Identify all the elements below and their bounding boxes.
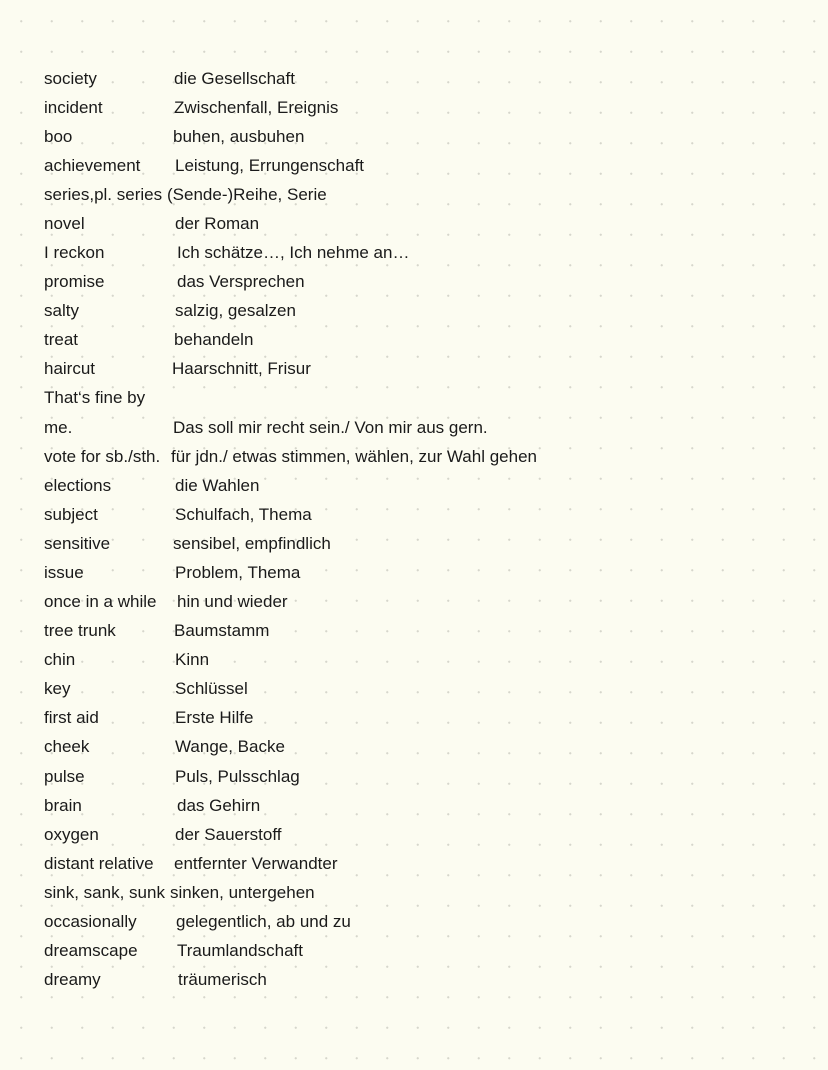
vocab-term: pulse	[44, 767, 85, 786]
vocab-term: first aid	[44, 708, 99, 727]
vocab-translation: Traumlandschaft	[177, 941, 303, 960]
vocab-term: issue	[44, 563, 84, 582]
vocab-term: series,pl. series	[44, 185, 163, 204]
vocab-term: dreamscape	[44, 941, 138, 960]
vocab-translation: die Wahlen	[175, 476, 260, 495]
vocab-term: incident	[44, 98, 103, 117]
vocab-term: occasionally	[44, 912, 137, 931]
vocab-translation: Wange, Backe	[175, 737, 285, 756]
vocab-term: salty	[44, 301, 79, 320]
vocab-translation: Problem, Thema	[175, 563, 301, 582]
vocab-term: vote for sb./sth.	[44, 447, 161, 466]
vocab-translation: Schlüssel	[175, 679, 248, 698]
vocab-term: oxygen	[44, 825, 99, 844]
vocab-translation: behandeln	[174, 330, 254, 349]
vocab-term: achievement	[44, 156, 141, 175]
vocab-term: boo	[44, 127, 73, 146]
vocab-translation: die Gesellschaft	[174, 69, 295, 88]
vocab-term: sensitive	[44, 534, 111, 553]
vocab-translation: Erste Hilfe	[175, 708, 254, 727]
vocab-term: subject	[44, 505, 98, 524]
vocab-translation: sinken, untergehen	[170, 883, 315, 902]
vocab-translation: Leistung, Errungenschaft	[175, 156, 365, 175]
vocab-translation: Ich schätze…, Ich nehme an…	[177, 243, 410, 262]
vocab-translation: Zwischenfall, Ereignis	[174, 98, 339, 117]
vocab-term: cheek	[44, 737, 90, 756]
vocab-term: tree trunk	[44, 621, 116, 640]
vocab-translation: (Sende-)Reihe, Serie	[167, 185, 327, 204]
vocab-term: promise	[44, 272, 105, 291]
vocab-translation: der Sauerstoff	[175, 825, 282, 844]
vocab-term: brain	[44, 796, 82, 815]
vocab-translation: Schulfach, Thema	[175, 505, 312, 524]
vocab-term: dreamy	[44, 970, 101, 989]
vocab-translation: hin und wieder	[177, 592, 288, 611]
vocab-translation: träumerisch	[178, 970, 267, 989]
vocab-term: society	[44, 69, 97, 88]
vocab-translation: Das soll mir recht sein./ Von mir aus gern.	[173, 418, 488, 437]
vocab-term: distant relative	[44, 854, 154, 873]
vocab-term: That‘s fine by	[44, 388, 146, 407]
vocab-translation: Kinn	[175, 650, 210, 669]
vocab-term: key	[44, 679, 71, 698]
vocab-term: novel	[44, 214, 85, 233]
vocab-translation: salzig, gesalzen	[175, 301, 296, 320]
vocab-translation: der Roman	[175, 214, 260, 233]
vocab-translation: entfernter Verwandter	[174, 854, 338, 873]
vocab-translation: das Gehirn	[177, 796, 261, 815]
vocab-translation: buhen, ausbuhen	[173, 127, 305, 146]
vocab-translation: das Versprechen	[177, 272, 305, 291]
vocab-term: me.	[44, 418, 73, 437]
vocab-term: sink, sank, sunk	[44, 883, 165, 902]
vocab-term: haircut	[44, 359, 96, 378]
vocab-translation: Puls, Pulsschlag	[175, 767, 300, 786]
vocab-term: treat	[44, 330, 79, 349]
vocab-term: elections	[44, 476, 112, 495]
vocab-translation: Baumstamm	[174, 621, 270, 640]
vocab-translation: gelegentlich, ab und zu	[176, 912, 351, 931]
vocab-translation: Haarschnitt, Frisur	[172, 359, 311, 378]
vocab-translation: für jdn./ etwas stimmen, wählen, zur Wahl gehen	[171, 447, 537, 466]
vocab-term: I reckon	[44, 243, 105, 262]
vocab-term: once in a while	[44, 592, 157, 611]
vocab-translation: sensibel, empfindlich	[173, 534, 331, 553]
vocab-term: chin	[44, 650, 76, 669]
